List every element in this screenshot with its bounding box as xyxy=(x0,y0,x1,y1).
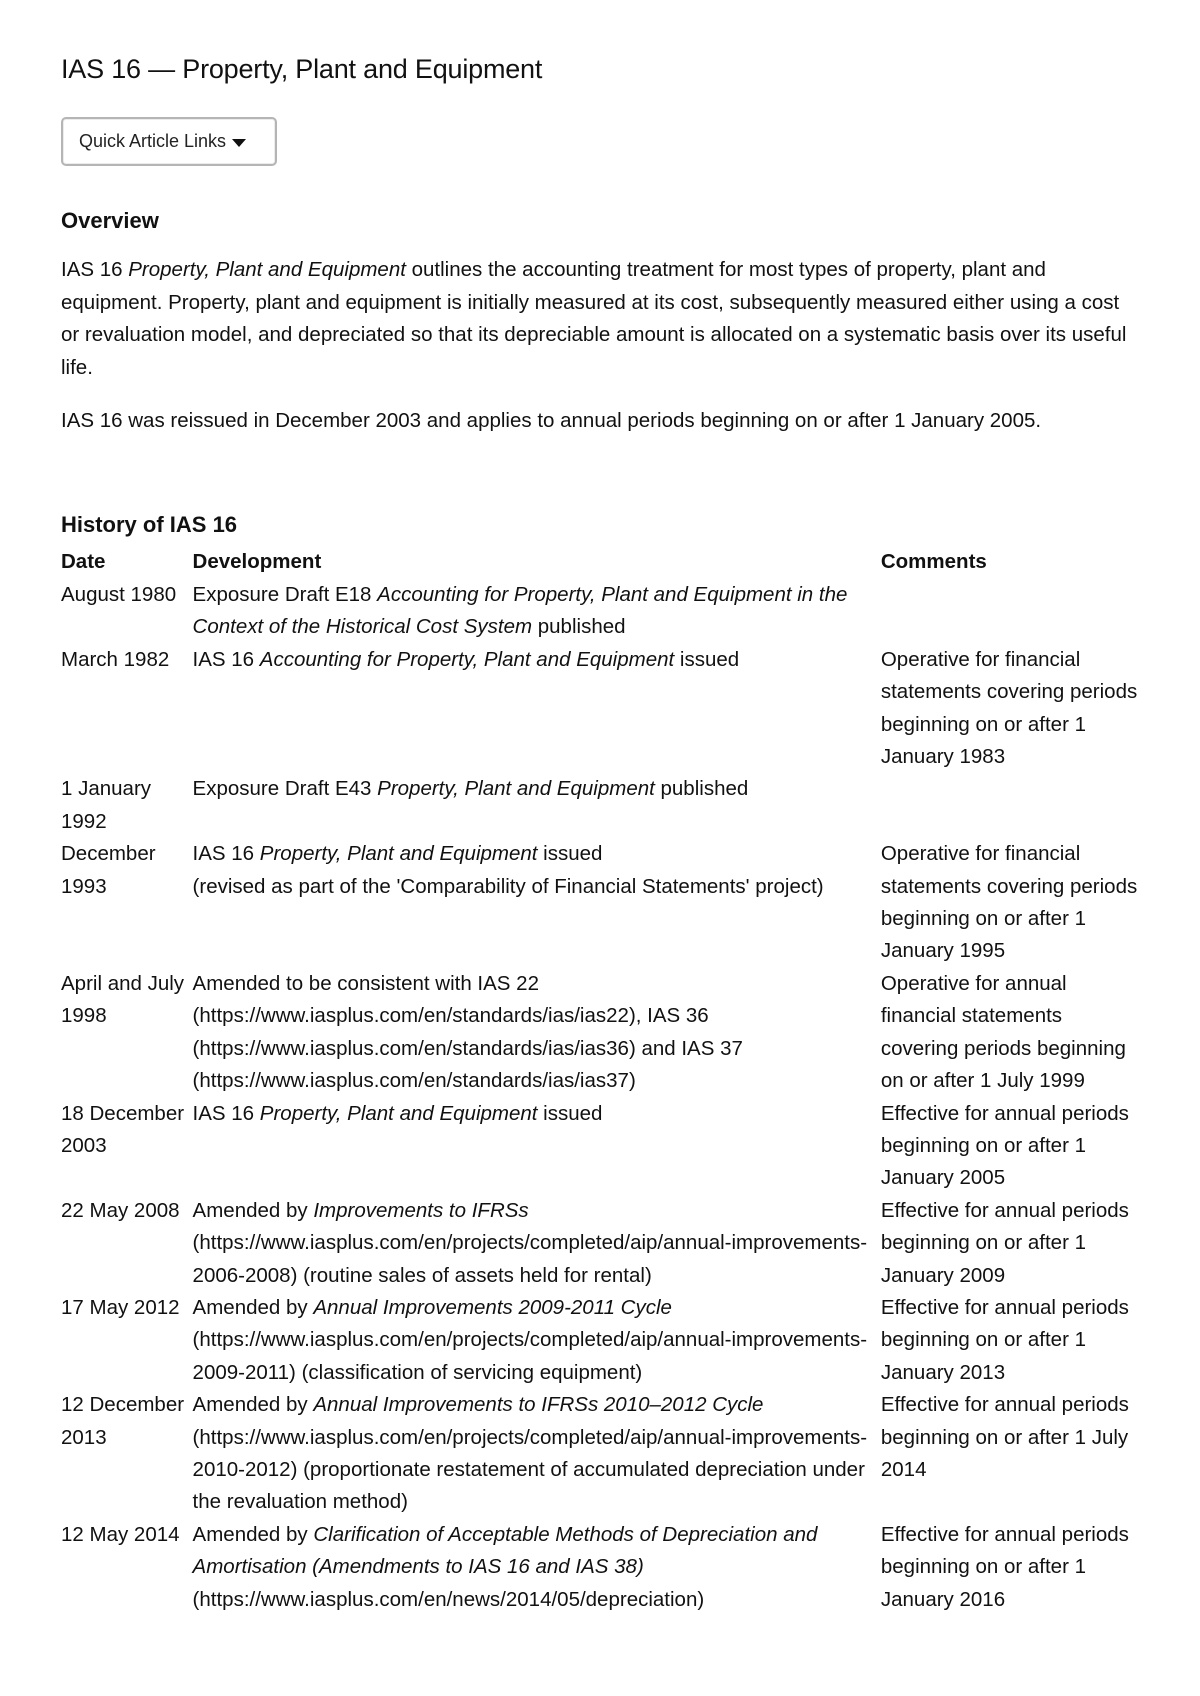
development-title-text: Accounting for Property, Plant and Equipment in the Context of the Historical Cost System xyxy=(192,583,848,639)
development-text: Amended by xyxy=(192,1522,314,1546)
date-cell: 22 May 2008 xyxy=(61,1198,180,1222)
overview-p1-post: outlines the accounting treatment for most types of property, plant and equipment. Property, plant and equipment is initially measured at its cost, subsequently measured either using a cost or revaluation model, and depreciated so that its depreciable amount is allocated on a systematic basis over its useful life. xyxy=(61,258,1127,380)
history-table-header-row xyxy=(61,546,1141,579)
development-title-text: Improvements to IFRSs xyxy=(313,1198,529,1222)
development-text: Exposure Draft E43 xyxy=(192,777,378,801)
development-cell xyxy=(193,1389,881,1519)
development-title-text: Clarification of Acceptable Methods of Depreciation and Amortisation (Amendments to IAS 16 and IAS 38) xyxy=(192,1522,818,1579)
development-cell xyxy=(193,1195,881,1292)
quick-article-links-dropdown[interactable] xyxy=(61,117,277,166)
table-row xyxy=(61,1098,1141,1195)
development-text: Exposure Draft E18 xyxy=(192,583,378,606)
development-text: (https://www.iasplus.com/en/projects/completed/aip/annual-improvements-2010-2012) (proportionate restatement of accumulated depreciation under the revaluation method) xyxy=(192,1425,868,1514)
table-row xyxy=(61,644,1141,774)
development-text: issued xyxy=(537,1101,603,1125)
date-cell: 17 May 2012 xyxy=(61,1295,180,1319)
comments-cell: Operative for annual financial statements covering periods beginning on or after 1 July 1999 xyxy=(880,971,1126,1093)
quick-article-links-label: Quick Article Links xyxy=(79,131,227,151)
table-row xyxy=(61,1519,1141,1616)
date-cell: 12 May 2014 xyxy=(61,1522,180,1546)
development-text: Amended by xyxy=(192,1393,314,1417)
comments-cell: Effective for annual periods beginning on or after 1 January 2016 xyxy=(880,1522,1129,1611)
table-row xyxy=(61,1195,1141,1292)
development-cell xyxy=(193,1098,881,1195)
table-row xyxy=(61,968,1141,1098)
development-text: (https://www.iasplus.com/en/projects/completed/aip/annual-improvements-2009-2011) (classification of servicing equipment) xyxy=(192,1328,868,1384)
development-cell xyxy=(193,968,881,1098)
history-heading: History of IAS 16 xyxy=(61,512,238,537)
comments-cell xyxy=(881,579,1141,644)
development-cell xyxy=(193,838,881,968)
comments-cell: Effective for annual periods beginning on or after 1 January 2005 xyxy=(880,1101,1129,1190)
development-text: (revised as part of the 'Comparability of Financial Statements' project) xyxy=(192,874,824,898)
date-cell: 1 January 1992 xyxy=(61,777,152,833)
development-title-text: Property, Plant and Equipment xyxy=(259,1101,538,1125)
development-cell xyxy=(193,1292,881,1389)
date-cell: April and July 1998 xyxy=(61,971,185,1028)
overview-p1-pre: IAS 16 xyxy=(61,258,129,281)
overview-paragraph-1 xyxy=(61,254,1141,385)
development-text: published xyxy=(654,777,749,801)
overview-heading: Overview xyxy=(61,208,159,233)
development-text: IAS 16 xyxy=(192,1101,260,1125)
development-text: Amended to be consistent with IAS 22 (https://www.iasplus.com/en/standards/ias/ias22), IAS 36 (https://www.iasplus.com/en/standards/ias/ias36) and IAS 37 (https://www.iasplus.com/en/standards/ias/ias37) xyxy=(192,971,743,1093)
column-header-comments: Comments xyxy=(880,550,987,573)
development-title-text: Property, Plant and Equipment xyxy=(259,842,538,866)
development-text: published xyxy=(532,615,626,639)
date-cell: 12 December 2013 xyxy=(61,1393,185,1449)
date-cell: August 1980 xyxy=(61,583,177,606)
date-cell: 18 December 2003 xyxy=(61,1101,185,1157)
development-text: Amended by xyxy=(192,1198,314,1222)
development-title-text: Property, Plant and Equipment xyxy=(377,777,655,801)
comments-cell: Effective for annual periods beginning on or after 1 January 2009 xyxy=(880,1198,1129,1287)
comments-cell: Operative for financial statements covering periods beginning on or after 1 January 1995 xyxy=(880,842,1138,963)
development-cell xyxy=(193,773,881,838)
overview-p1-title: Property, Plant and Equipment xyxy=(128,258,406,281)
comments-cell xyxy=(881,773,1141,838)
table-row xyxy=(61,1292,1141,1389)
comments-cell: Effective for annual periods beginning on or after 1 January 2013 xyxy=(880,1295,1129,1384)
development-title-text: Annual Improvements 2009-2011 Cycle xyxy=(313,1295,672,1319)
development-text: (https://www.iasplus.com/en/projects/completed/aip/annual-improvements-2006-2008) (routine sales of assets held for rental) xyxy=(192,1231,868,1287)
column-header-development: Development xyxy=(192,550,322,573)
development-text: issued xyxy=(674,647,740,671)
development-text: IAS 16 xyxy=(192,647,260,671)
comments-cell: Operative for financial statements covering periods beginning on or after 1 January 1983 xyxy=(880,647,1138,769)
development-text: Amended by xyxy=(192,1295,314,1319)
table-row xyxy=(61,838,1141,968)
history-table xyxy=(61,546,1141,1616)
table-row xyxy=(61,773,1141,838)
date-cell: March 1982 xyxy=(61,647,170,671)
development-text: (https://www.iasplus.com/en/news/2014/05/depreciation) xyxy=(192,1587,705,1611)
development-title-text: Annual Improvements to IFRSs 2010–2012 Cycle xyxy=(313,1393,764,1417)
development-cell xyxy=(193,579,881,644)
development-text: issued xyxy=(537,842,603,866)
development-text: IAS 16 xyxy=(192,842,260,866)
date-cell: December 1993 xyxy=(61,842,156,898)
column-header-date: Date xyxy=(61,550,106,573)
comments-cell: Effective for annual periods beginning on or after 1 July 2014 xyxy=(880,1393,1129,1481)
table-row xyxy=(61,579,1141,644)
overview-paragraph-2: IAS 16 was reissued in December 2003 and applies to annual periods beginning on or after 1 January 2005. xyxy=(61,409,1042,432)
page-title: IAS 16 — Property, Plant and Equipment xyxy=(61,54,543,84)
history-table-body xyxy=(61,579,1141,1616)
caret-down-icon xyxy=(232,139,246,147)
development-title-text: Accounting for Property, Plant and Equipment xyxy=(259,647,675,671)
table-row xyxy=(61,1389,1141,1519)
development-cell xyxy=(193,1519,881,1616)
development-cell xyxy=(193,644,881,774)
